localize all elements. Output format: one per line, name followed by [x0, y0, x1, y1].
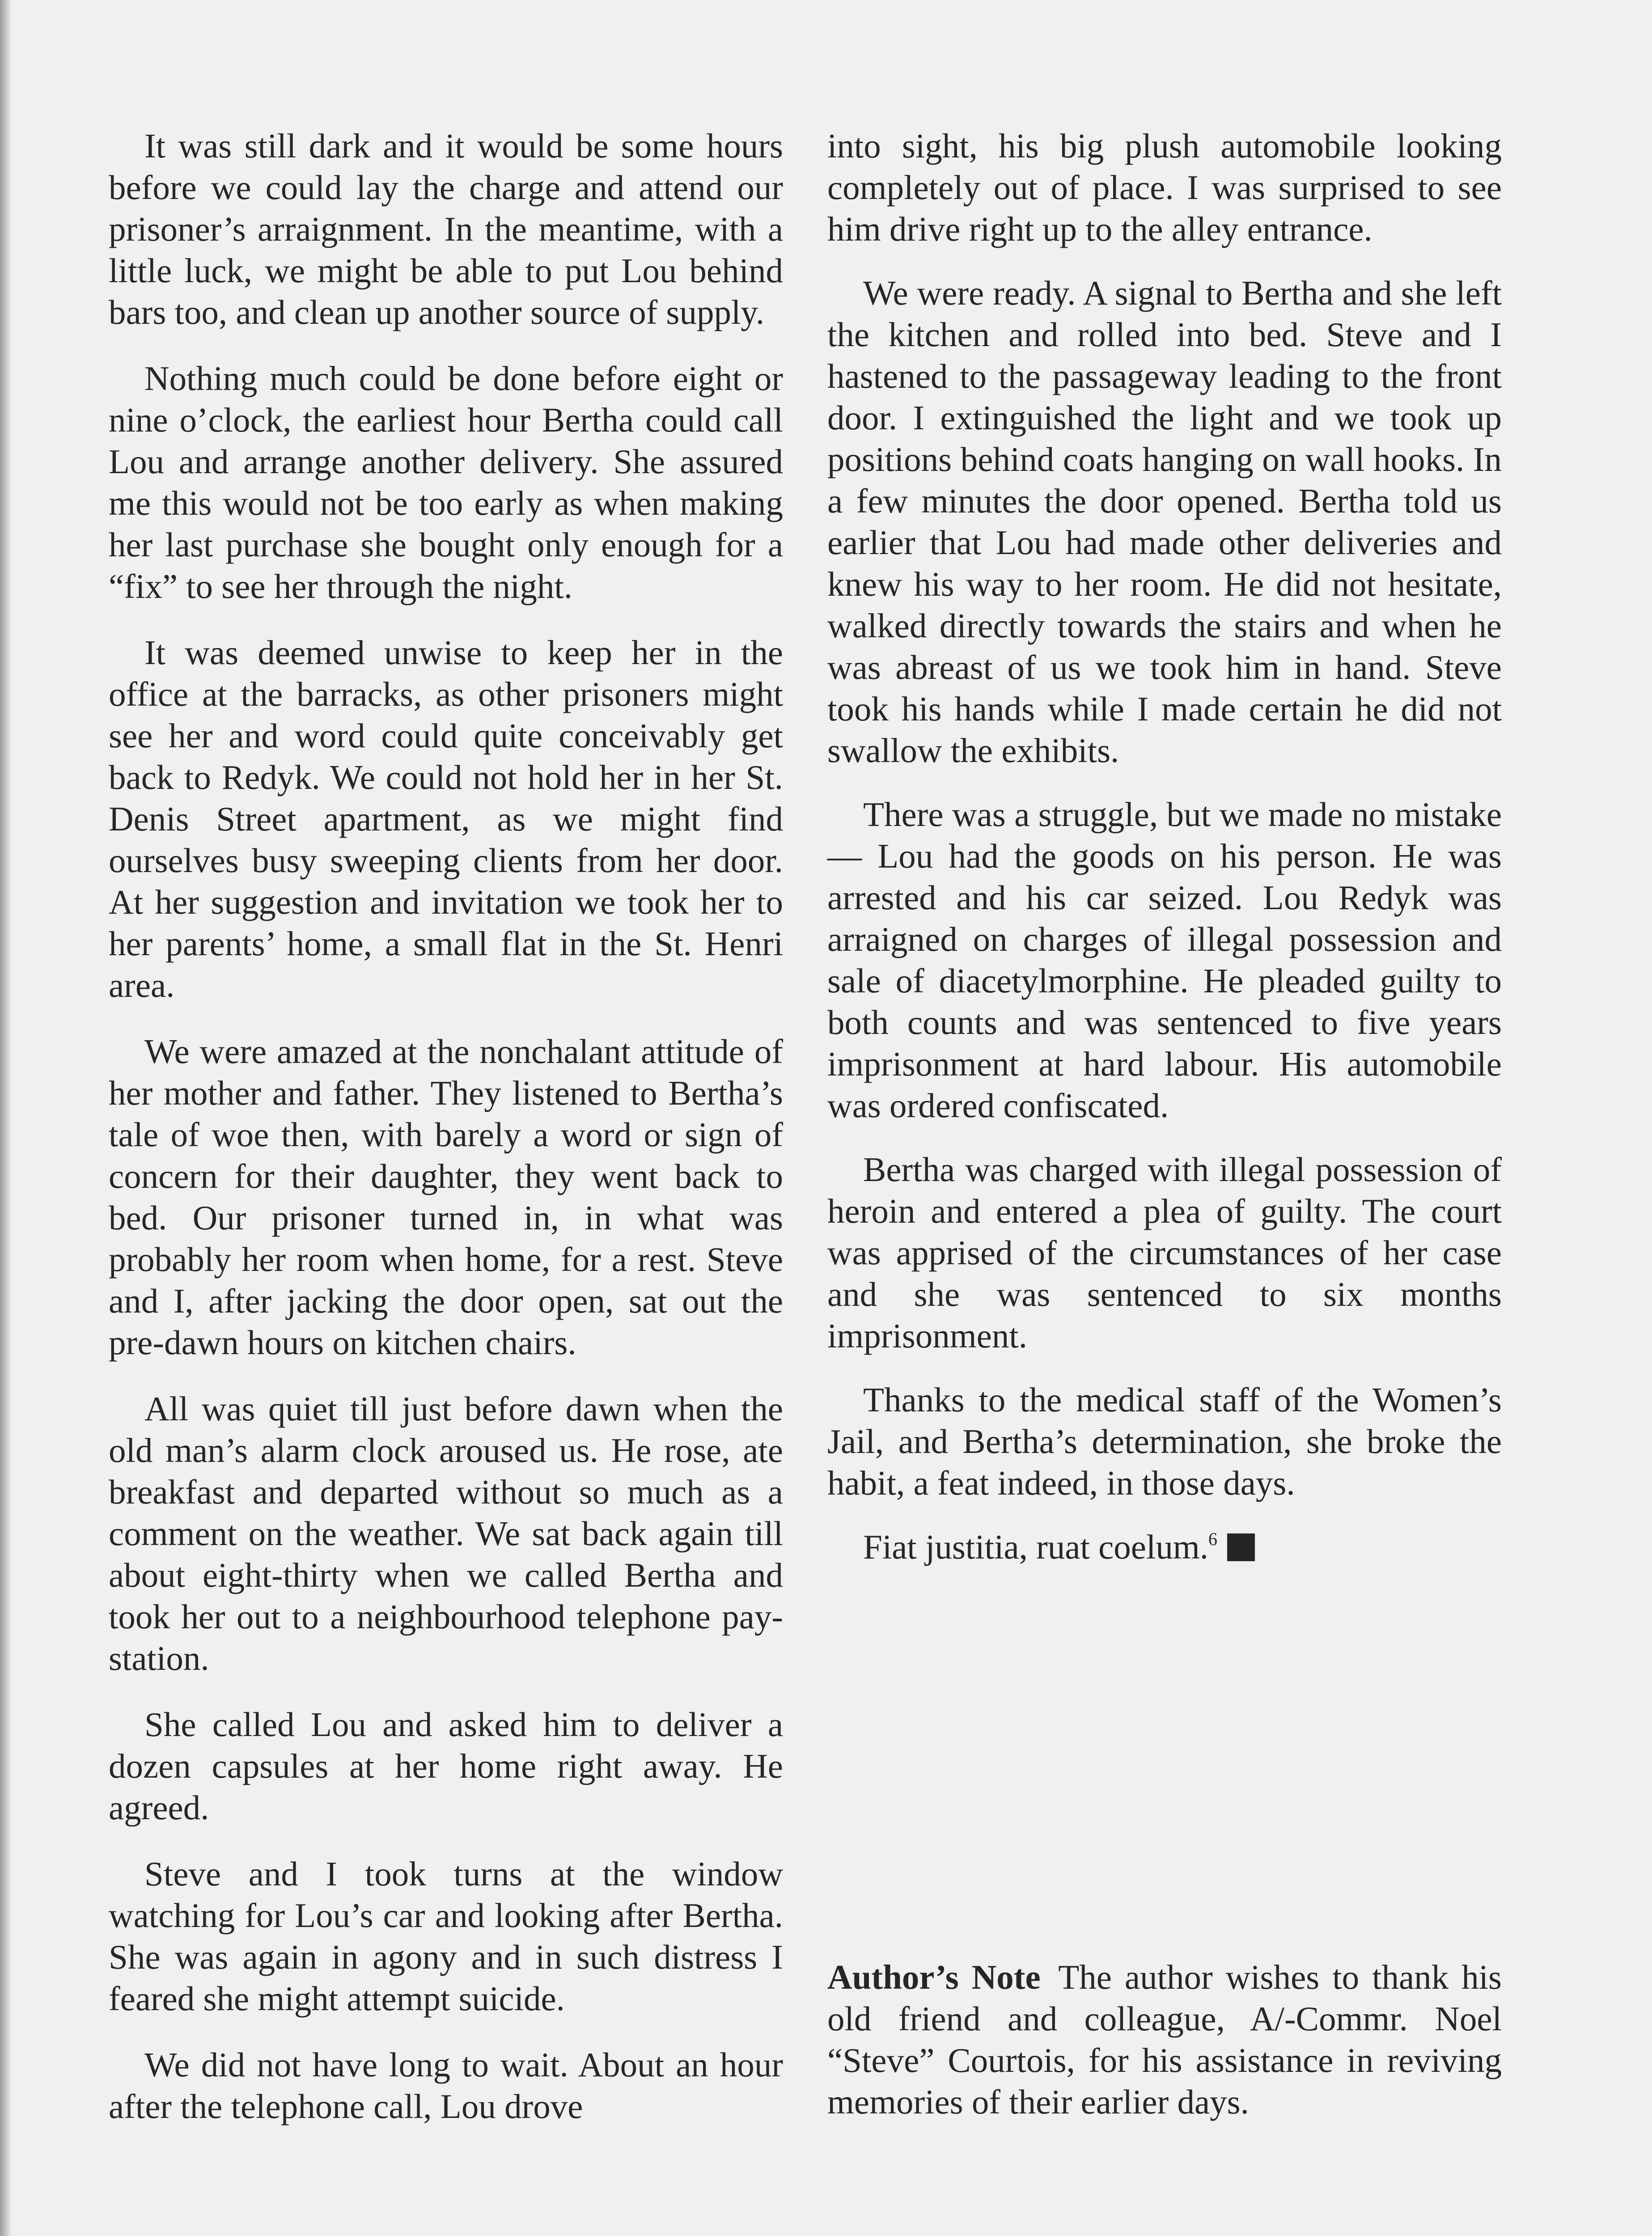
paragraph: Bertha was charged with illegal possession of heroin and entered a plea of guilty. The court was apprised of the circumstances of her case and she was sentenced to six months imprisonment.	[827, 1150, 1502, 1355]
author-note-text: The author wishes to thank his old friend and colleague, A/-Commr. Noel “Steve” Courtois, for his assistance in reviving memories of their earlier days.	[827, 1958, 1502, 2121]
author-note-label: Author’s Note	[827, 1958, 1041, 1996]
closing-line	[827, 1526, 1502, 1568]
right-column	[827, 125, 1502, 1590]
author-note	[827, 1956, 1502, 2123]
paragraph-continued: into sight, his big plush automobile looking completely out of place. I was surprised to see him drive right up to the alley entrance.	[827, 127, 1502, 248]
paragraph: We were ready. A signal to Bertha and she left the kitchen and rolled into bed. Steve and I hastened to the passageway leading to the front door. I extinguished the light and we took up positions behind coats hanging on wall hooks. In a few minutes the door opened. Bertha told us earlier that Lou had made other deliveries and knew his way to her room. He did not hesitate, walked directly towards the stairs and when he was abreast of us we took him in hand. Steve took his hands while I made certain he did not swallow the exhibits.	[827, 274, 1502, 770]
paragraph: We were amazed at the nonchalant attitude of her mother and father. They listened to Bertha’s tale of woe then, with barely a word or sign of concern for their daughter, they went back to bed. Our prisoner turned in, in what was probably her room when home, for a rest. Steve and I, after jacking the door open, sat out the pre-dawn hours on kitchen chairs.	[109, 1032, 783, 1362]
paragraph: It was deemed unwise to keep her in the office at the barracks, as other prisoners might see her and word could quite conceivably get back to Redyk. We could not hold her in her St. Denis Street apartment, as we might find ourselves busy sweeping clients from her door. At her suggestion and invitation we took her to her parents’ home, a small flat in the St. Henri area.	[109, 633, 783, 1004]
paragraph: There was a struggle, but we made no mistake — Lou had the goods on his person. He was arrested and his car seized. Lou Redyk was arraigned on charges of illegal possession and sale of diacetylmorphine. He pleaded guilty to both counts and was sentenced to five years imprisonment at hard labour. His automobile was ordered confiscated.	[827, 795, 1502, 1125]
paragraph: Thanks to the medical staff of the Women’s Jail, and Bertha’s determination, she broke the habit, a feat indeed, in those days.	[827, 1381, 1502, 1502]
paragraph: Nothing much could be done before eight or nine o’clock, the earliest hour Bertha could call Lou and arrange another delivery. She assured me this would not be too early as when making her last purchase she bought only enough for a “fix” to see her through the night.	[109, 359, 783, 606]
paragraph: Steve and I took turns at the window watching for Lou’s car and looking after Bertha. She was again in agony and in such distress I feared she might attempt suicide.	[109, 1855, 783, 2018]
left-column	[109, 125, 783, 2152]
paragraph: We did not have long to wait. About an hour after the telephone call, Lou drove	[109, 2045, 783, 2126]
paragraph: She called Lou and asked him to deliver a dozen capsules at her home right away. He agreed.	[109, 1705, 783, 1827]
closing-text: Fiat justitia, ruat coelum.	[863, 1528, 1208, 1566]
paragraph: It was still dark and it would be some hours before we could lay the charge and attend our prisoner’s arraignment. In the meantime, with a little luck, we might be able to put Lou behind bars too, and clean up another source of supply.	[109, 127, 783, 331]
paragraph: All was quiet till just before dawn when the old man’s alarm clock aroused us. He rose, ate breakfast and departed without so much as a comment on the weather. We sat back again till about eight-thirty when we called Bertha and took her out to a neighbourhood telephone pay-station.	[109, 1389, 783, 1677]
page-edge-shadow	[0, 0, 12, 2236]
footnote-reference: 6	[1208, 1529, 1217, 1549]
end-of-article-mark	[1227, 1533, 1255, 1561]
